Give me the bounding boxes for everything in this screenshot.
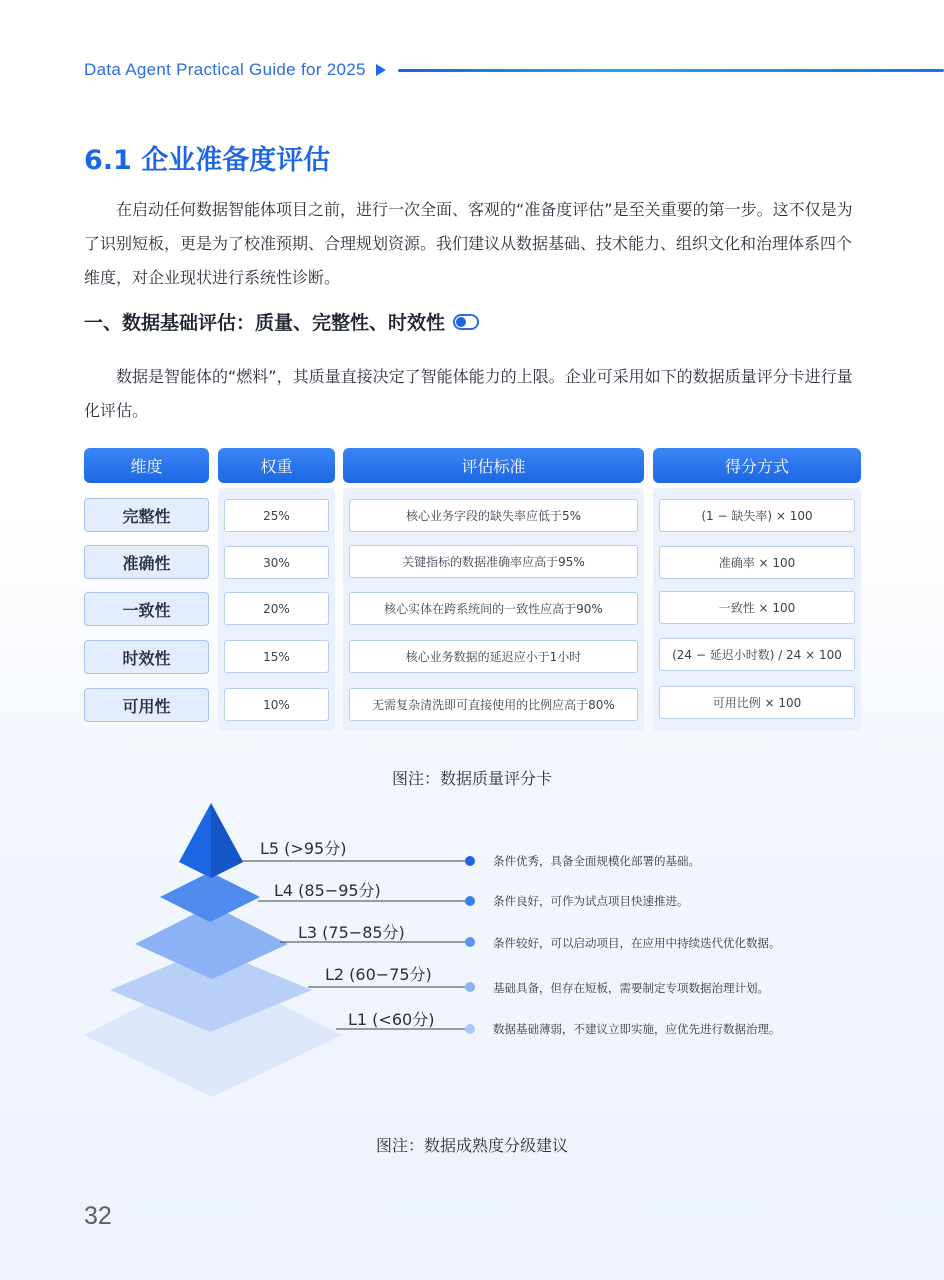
running-header-title: Data Agent Practical Guide for 2025 — [84, 60, 366, 79]
dimension-cell: 一致性 — [84, 592, 209, 626]
level-desc-l5: 条件优秀，具备全面规模化部署的基础。 — [493, 854, 700, 868]
criteria-cell: 无需复杂清洗即可直接使用的比例应高于80% — [349, 688, 638, 721]
weight-cell: 15% — [224, 640, 329, 673]
subsection-paragraph: 数据是智能体的“燃料”，其质量直接决定了智能体能力的上限。企业可采用如下的数据质量评分卡进行量化评估。 — [84, 367, 853, 420]
pyramid-layer-l5 — [179, 803, 243, 878]
scoring-cell: (24 − 延迟小时数) / 24 × 100 — [659, 638, 855, 671]
column-body — [218, 488, 335, 731]
level-desc-l3: 条件较好，可以启动项目，在应用中持续迭代优化数据。 — [493, 936, 781, 950]
scoring-cell: 可用比例 × 100 — [659, 686, 855, 719]
scoring-cell: 一致性 × 100 — [659, 591, 855, 624]
weight-cell: 30% — [224, 546, 329, 579]
play-arrow-icon — [376, 64, 386, 76]
dimension-cell: 完整性 — [84, 498, 209, 532]
level-label-l2: L2 (60−75分) — [325, 965, 432, 984]
column-weight — [218, 448, 335, 738]
pyramid-caption: 图注：数据成熟度分级建议 — [375, 1136, 568, 1155]
level-label-l4: L4 (85−95分) — [274, 881, 381, 900]
criteria-cell: 关键指标的数据准确率应高于95% — [349, 545, 638, 578]
header-divider — [398, 69, 944, 72]
level-desc-l2: 基础具备，但存在短板，需要制定专项数据治理计划。 — [493, 981, 769, 995]
dimension-cell: 准确性 — [84, 545, 209, 579]
column-criteria — [343, 448, 644, 738]
weight-cell: 20% — [224, 592, 329, 625]
column-body — [653, 488, 861, 731]
header-dimension: 维度 — [84, 448, 209, 483]
weight-cell: 25% — [224, 499, 329, 532]
header-scoring: 得分方式 — [653, 448, 861, 483]
header-criteria: 评估标准 — [343, 448, 644, 483]
table-caption: 图注：数据质量评分卡 — [391, 769, 552, 788]
subsection-title: 一、数据基础评估：质量、完整性、时效性 — [84, 312, 446, 334]
subsection-heading — [84, 308, 479, 335]
level-label-l3: L3 (75−85分) — [298, 923, 405, 942]
column-scoring — [653, 448, 861, 738]
intro-paragraph: 在启动任何数据智能体项目之前，进行一次全面、客观的“准备度评估”是至关重要的第一步。这不仅是为了识别短板，更是为了校准预期、合理规划资源。我们建议从数据基础、技术能力、组织文化和治理体系四个维度，对企业现状进行系统性诊断。 — [84, 200, 853, 287]
criteria-cell: 核心业务字段的缺失率应低于5% — [349, 499, 638, 532]
pyramid-dots — [465, 856, 475, 1034]
column-body — [343, 488, 644, 731]
scoring-cell: 准确率 × 100 — [659, 546, 855, 579]
weight-cell: 10% — [224, 688, 329, 721]
section-title: 6.1 企业准备度评估 — [84, 145, 331, 176]
dimension-cell: 可用性 — [84, 688, 209, 722]
level-desc-l4: 条件良好，可作为试点项目快速推进。 — [493, 894, 689, 908]
criteria-cell: 核心实体在跨系统间的一致性应高于90% — [349, 592, 638, 625]
maturity-pyramid — [0, 790, 944, 1110]
level-desc-l1: 数据基础薄弱，不建议立即实施，应优先进行数据治理。 — [493, 1022, 781, 1036]
page-number: 32 — [84, 1202, 112, 1230]
level-label-l5: L5 (>95分) — [260, 839, 347, 858]
level-label-l1: L1 (<60分) — [348, 1010, 435, 1029]
pyramid-layer-l4 — [160, 872, 260, 922]
scoring-cell: (1 − 缺失率) × 100 — [659, 499, 855, 532]
running-header — [84, 58, 944, 82]
column-dimension — [84, 448, 209, 738]
header-weight: 权重 — [218, 448, 335, 483]
toggle-icon — [453, 314, 479, 330]
criteria-cell: 核心业务数据的延迟应小于1小时 — [349, 640, 638, 673]
dimension-cell: 时效性 — [84, 640, 209, 674]
